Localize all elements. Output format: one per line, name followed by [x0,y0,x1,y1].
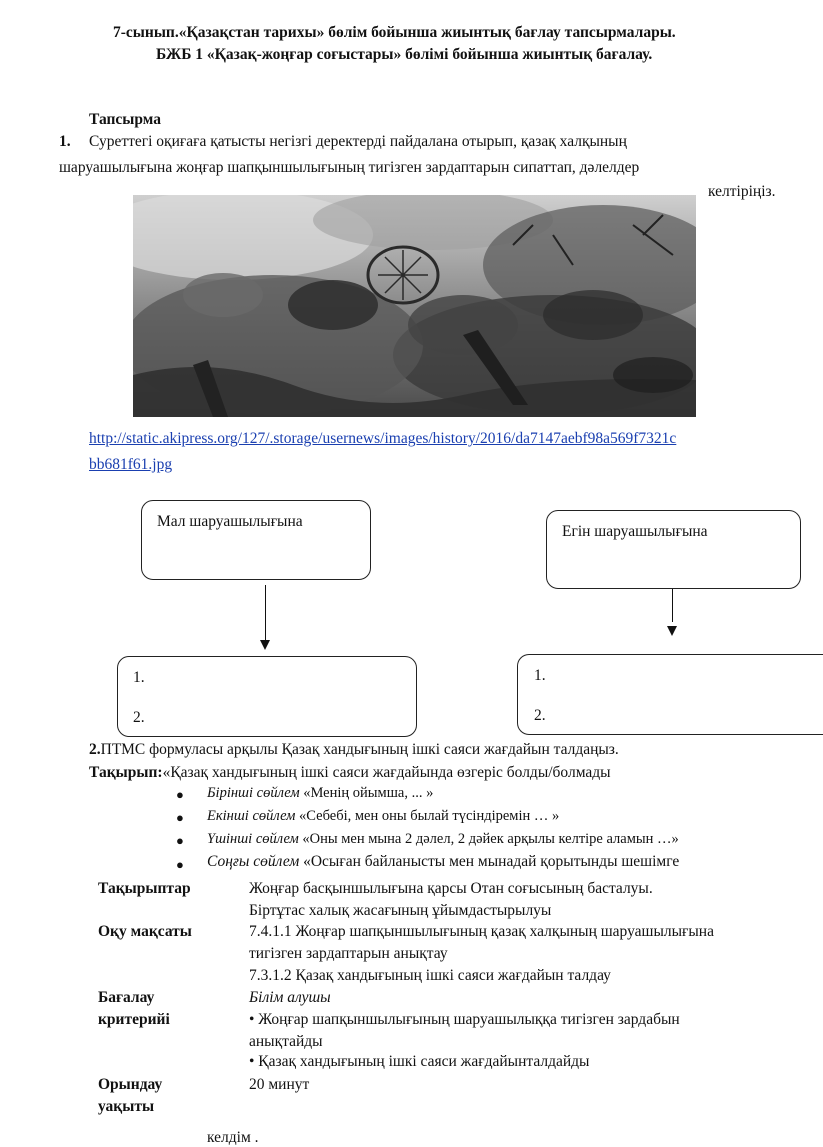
doc-title-line1: 7-сынып.«Қазақстан тарихы» бөлім бойынша жиынтық бағлау тапсырмалары. [113,24,676,41]
task1-text-line2: шаруашылығына жоңғар шапқыншылығының тигізген зардаптарын сипаттап, дәлелдер [59,159,640,176]
bullet-item-1 [207,785,433,802]
task2-topic-label: Тақырып: [89,764,163,781]
livestock-answer-box [117,656,417,737]
section-heading: Тапсырма [89,111,161,128]
time-value: 20 минут [249,1076,310,1093]
time-label-line2: уақыты [98,1098,155,1115]
topics-label: Тақырыптар [98,880,191,897]
crops-box [546,510,801,589]
source-link-line2[interactable] [89,456,172,474]
source-link-text1[interactable]: http://static.akipress.org/127/.storage/usernews/images/history/2016/da7147aebf98a569f7321c [89,430,677,447]
bullet-item-4 [207,853,679,871]
bullet-dot-icon: ● [176,787,184,802]
bullet-text-4: «Осыған байланысты мен мынадай қорытынды шешімге [303,853,680,870]
task2-topic-text: «Қазақ хандығының ішкі саяси жағдайында өзгеріс болды/болмады [162,764,611,781]
source-link-line1[interactable] [89,430,676,448]
livestock-label: Мал шаруашылығына [157,513,303,530]
task1-text-line3: келтіріңіз. [708,183,776,200]
topics-line2: Біртұтас халық жасағының ұйымдастырылуы [249,902,552,919]
arrow-right-line [672,589,673,622]
bullet-text-3: «Оны мен мына 2 дәлел, 2 дәйек арқылы келтіре аламын …» [302,831,679,847]
arrow-left-line [265,585,266,642]
task2-intro: ПТМС формуласы арқылы Қазақ хандығының ішкі саяси жағдайын талдаңыз. [100,741,619,758]
task2-topic-line [89,764,611,782]
bullet-label-4: Соңғы сөйлем [207,853,300,870]
bullet-label-3: Үшінші сөйлем [207,831,299,847]
topics-line1: Жоңғар басқыншылығына қарсы Отан соғысының басталуы. [249,880,653,897]
bullet-text-2: «Себебі, мен оны былай түсіндіремін … » [299,808,560,824]
task1-text-line1: Суреттегі оқиғаға қатысты негізгі деректерді пайдалана отырып, қазақ халқының [89,133,627,150]
footer-fragment: келдім . [207,1129,259,1146]
bullet-label-2: Екінші сөйлем [207,808,296,824]
bullet-item-3 [207,831,679,848]
livestock-item-2: 2. [133,709,145,726]
crops-label: Егін шаруашылығына [562,523,708,540]
criteria-line2: анықтайды [249,1033,323,1050]
bullet-dot-icon: ● [176,857,184,872]
bullet-dot-icon: ● [176,833,184,848]
goals-line3: 7.3.1.2 Қазақ хандығының ішкі саяси жағдайын талдау [249,967,611,984]
arrow-down-icon [260,640,270,650]
crops-item-1: 1. [534,667,546,684]
task1-number: 1. [59,133,71,150]
goals-label: Оқу мақсаты [98,923,192,940]
criteria-subject: Білім алушы [249,989,331,1006]
criteria-line1: • Жоңғар шапқыншылығының шаруашылыққа тигізген зардабын [249,1011,680,1028]
arrow-down-icon [667,626,677,636]
source-link-text2[interactable]: bb681f61.jpg [89,456,173,473]
bullet-text-1: «Менің ойымша, ... » [303,785,434,801]
criteria-line3: • Қазақ хандығының ішкі саяси жағдайынталдайды [249,1053,590,1070]
crops-item-2: 2. [534,707,546,724]
time-label-line1: Орындау [98,1076,163,1093]
goals-line2: тигізген зардаптарын анықтау [249,945,448,962]
bullet-label-1: Бірінші сөйлем [207,785,300,801]
livestock-item-1: 1. [133,669,145,686]
task2-intro-line [89,741,619,759]
battle-painting-image [133,195,696,417]
doc-title-line2: БЖБ 1 «Қазақ-жоңғар соғыстары» бөлімі бойынша жиынтық бағалау. [156,46,653,63]
livestock-box [141,500,371,580]
criteria-label-line2: критерийі [98,1011,170,1028]
goals-line1: 7.4.1.1 Жоңғар шапқыншылығының қазақ халқының шаруашылығына [249,923,714,940]
crops-answer-box [517,654,823,735]
criteria-label-line1: Бағалау [98,989,155,1006]
bullet-dot-icon: ● [176,810,184,825]
task2-number: 2. [89,741,101,758]
bullet-item-2 [207,808,559,825]
